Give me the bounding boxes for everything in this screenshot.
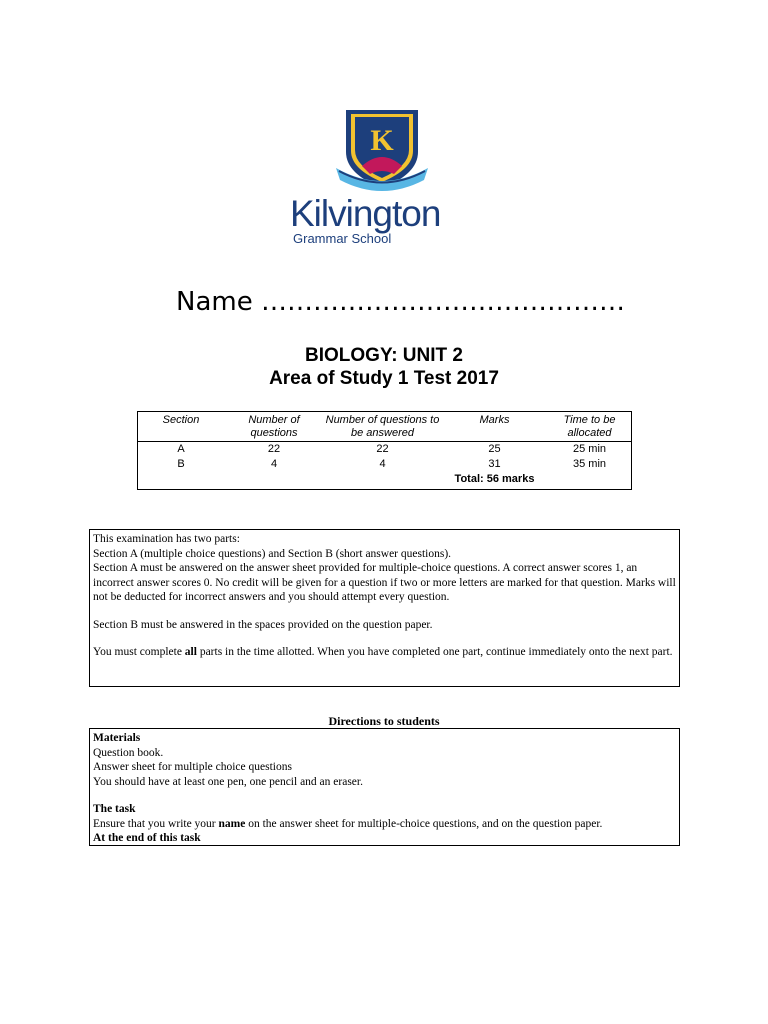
student-name-field[interactable]: Name …………………………………… [176,287,625,317]
cell-section: A [177,442,185,455]
materials-item: Answer sheet for multiple choice questions [93,761,292,773]
end-of-task-heading: At the end of this task [93,832,201,844]
instructions-time-note: You must complete all parts in the time allotted. When you have completed one part, continue immediately onto the next part. [93,646,673,658]
materials-item: Question book. [93,746,164,759]
instructions-line: Section A (multiple choice questions) and Section B (short answer questions). [93,547,452,560]
task-heading: The task [93,803,136,815]
directions-box [89,728,680,846]
task-text: Ensure that you write your name on the answer sheet for multiple-choice questions, and on the question paper. [93,817,603,830]
table-row [138,442,632,457]
directions-heading: Directions to students [328,714,440,728]
header-questions-answered: Number of questions to be answered [324,412,441,442]
materials-item: You should have at least one pen, one pencil and an eraser. [93,775,363,788]
exam-summary-table [137,411,632,490]
total-marks: Total: 56 marks [454,472,535,485]
cell-marks: 31 [488,457,501,470]
cell-time: 25 min [572,442,607,455]
cell-questions: 4 [270,457,278,470]
exam-title: BIOLOGY: UNIT 2 [305,345,463,366]
cell-answered: 22 [376,442,389,455]
school-logo [290,108,480,250]
svg-text:K: K [370,124,394,157]
exam-subtitle: Area of Study 1 Test 2017 [269,368,499,389]
header-number-of-questions: Number of questions [224,412,324,442]
cell-answered: 4 [379,457,386,470]
table-header-row [138,412,632,442]
instructions-section-b: Section B must be answered in the spaces provided on the question paper. [93,618,433,631]
instructions-line: Section A must be answered on the answer sheet provided for multiple-choice questions. A correct answer scores 1, an incorrect answer scores 0. No credit will be given for a question if two or more letters are marked for that question. Marks will not be deducted for incorrect answers and you should attempt every question. [93,562,676,603]
exam-instructions-box [89,529,680,687]
cell-questions: 22 [267,442,281,455]
header-marks: Marks [441,412,548,442]
school-subtitle: Grammar School [293,231,392,246]
instructions-line: This examination has two parts: [93,533,240,545]
school-crest-icon [332,108,432,196]
table-total-row [138,471,632,489]
table-row [138,457,632,472]
cell-section: B [177,457,185,470]
school-name: Kilvington [290,193,441,234]
materials-heading: Materials [93,732,141,744]
cell-time: 35 min [572,457,607,470]
cell-marks: 25 [488,442,501,455]
header-time-allocated: Time to be allocated [548,412,632,442]
header-section: Section [138,412,225,442]
